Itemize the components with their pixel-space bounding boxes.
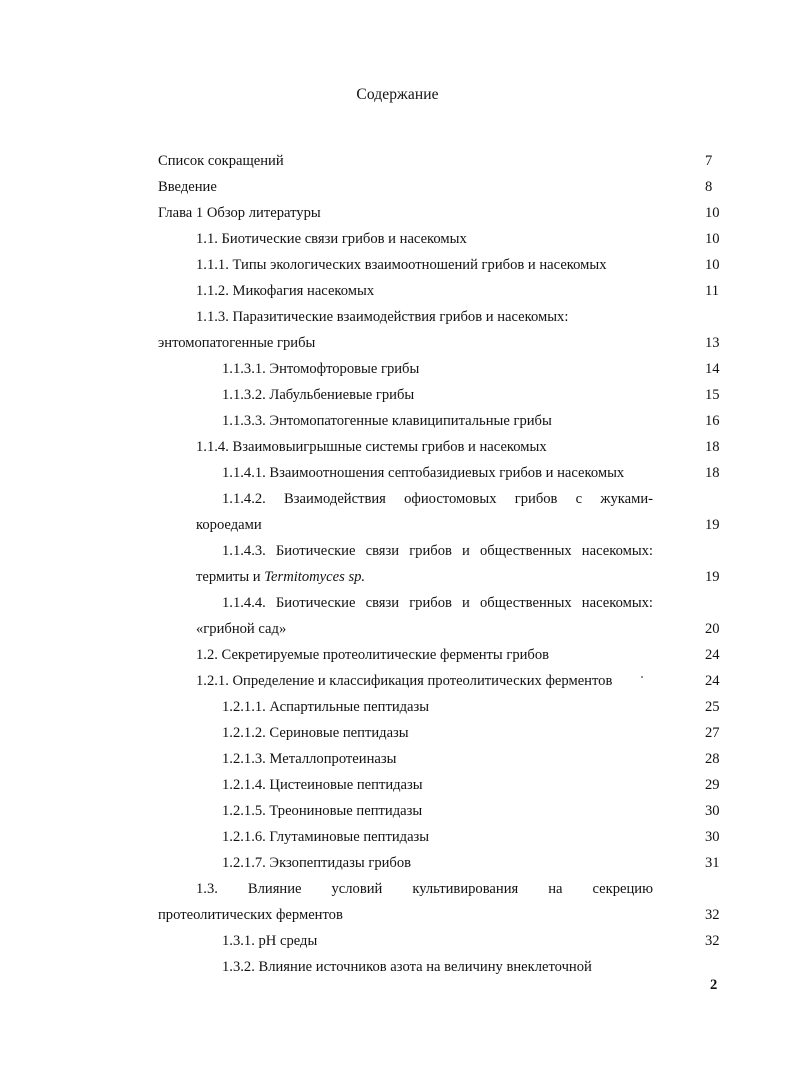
toc-page-number: 7 (705, 153, 713, 169)
toc-entry[interactable] (0, 174, 795, 200)
toc-entry[interactable] (0, 928, 795, 954)
toc-entry[interactable] (0, 304, 795, 356)
toc-page-number: 25 (705, 699, 720, 715)
toc-entry[interactable] (0, 590, 795, 642)
toc-page-number: 10 (705, 205, 720, 221)
toc-entry-label: 1.1.2. Микофагия насекомых (196, 283, 375, 299)
toc-entry[interactable] (0, 668, 795, 694)
toc-page-number: 20 (705, 621, 720, 637)
toc-page-number: 14 (705, 361, 720, 377)
toc-entry[interactable] (0, 694, 795, 720)
toc-entry[interactable] (0, 642, 795, 668)
toc-entry-label: 1.3.2. Влияние источников азота на величину внеклеточной (222, 959, 592, 975)
toc-page-number: 28 (705, 751, 720, 767)
species-name: Termitomyces sp. (264, 569, 366, 585)
toc-entry[interactable] (0, 148, 795, 174)
toc-page-number: 30 (705, 829, 720, 845)
toc-entry-label: Введение (158, 179, 217, 195)
toc-page-number: 8 (705, 179, 713, 195)
toc-entry-label: 1.1.1. Типы экологических взаимоотношений грибов и насекомых (196, 257, 607, 273)
toc-entry[interactable] (0, 486, 795, 538)
toc-entry[interactable] (0, 382, 795, 408)
toc-entry[interactable] (0, 252, 795, 278)
toc-entry-label: 1.1.3. Паразитические взаимодействия грибов и насекомых: энтомопатогенные грибы (158, 309, 569, 351)
toc-entry[interactable] (0, 226, 795, 252)
scan-speck (641, 676, 643, 678)
toc-page-number: 19 (705, 517, 720, 533)
toc-entry[interactable] (0, 200, 795, 226)
toc-entry-label: Список сокращений (158, 153, 284, 169)
toc-entry-label: 1.3.1. pH среды (222, 933, 318, 949)
toc-page-number: 30 (705, 803, 720, 819)
toc-entry[interactable] (0, 408, 795, 434)
toc-entry-label: 1.1.4.4. Биотические связи грибов и общественных насекомых: «грибной сад» (196, 595, 653, 637)
toc-entry-label: 1.1.3.2. Лабульбениевые грибы (222, 387, 415, 403)
toc-entry[interactable] (0, 460, 795, 486)
toc-page-number: 13 (705, 335, 720, 351)
toc-entry-label: 1.2. Секретируемые протеолитические ферменты грибов (196, 647, 550, 663)
toc-entry[interactable] (0, 538, 795, 590)
toc-page-number: 11 (705, 283, 720, 299)
toc-entry-label: 1.3. Влияние условий культивирования на секрецию протеолитических ферментов (158, 881, 653, 923)
toc-entry-label: Глава 1 Обзор литературы (158, 205, 321, 221)
footer-page-number: 2 (710, 977, 718, 993)
toc-entry[interactable] (0, 798, 795, 824)
toc-entry-label: 1.2.1.7. Экзопептидазы грибов (222, 855, 412, 871)
toc-entry[interactable] (0, 356, 795, 382)
toc-entry-label: 1.1.4. Взаимовыигрышные системы грибов и насекомых (196, 439, 547, 455)
toc-page-number: 24 (705, 647, 720, 663)
toc-page-number: 10 (705, 257, 720, 273)
toc-entry-label: 1.1.4.3. Биотические связи грибов и общественных насекомых: термиты и Termitomyces sp. (196, 543, 653, 585)
toc-entry[interactable] (0, 850, 795, 876)
toc-entry[interactable] (0, 278, 795, 304)
toc-entry[interactable] (0, 434, 795, 460)
toc-entry[interactable] (0, 954, 795, 980)
toc-page-number: 31 (705, 855, 720, 871)
toc-page-number: 32 (705, 907, 720, 923)
toc-page-number: 19 (705, 569, 720, 585)
toc-entry-label: 1.2.1.5. Треониновые пептидазы (222, 803, 423, 819)
toc-entry-label: 1.1.3.1. Энтомофторовые грибы (222, 361, 420, 377)
toc-page-number: 27 (705, 725, 720, 741)
toc-entry-label: 1.1.3.3. Энтомопатогенные клавиципитальные грибы (222, 413, 552, 429)
toc-page-number: 18 (705, 465, 720, 481)
toc-entry[interactable] (0, 876, 795, 928)
toc-entry[interactable] (0, 772, 795, 798)
toc-entry-label: 1.1.4.2. Взаимодействия офиостомовых грибов с жуками- короедами (196, 491, 653, 533)
toc-page-number: 16 (705, 413, 720, 429)
toc-page-number: 15 (705, 387, 720, 403)
toc-entry-label: 1.2.1.1. Аспартильные пептидазы (222, 699, 430, 715)
toc-entry-label: 1.1.4.1. Взаимоотношения септобазидиевых грибов и насекомых (222, 465, 625, 481)
toc-page-number: 24 (705, 673, 720, 689)
toc-entry-label: 1.1. Биотические связи грибов и насекомых (196, 231, 467, 247)
page-title: Содержание (356, 86, 439, 103)
toc-entry[interactable] (0, 824, 795, 850)
toc-entry[interactable] (0, 746, 795, 772)
toc-page-number: 29 (705, 777, 720, 793)
toc-page-number: 10 (705, 231, 720, 247)
toc-entry-label: 1.2.1.6. Глутаминовые пептидазы (222, 829, 430, 845)
toc-entry-label: 1.2.1.4. Цистеиновые пептидазы (222, 777, 423, 793)
toc-entry-label: 1.2.1. Определение и классификация протеолитических ферментов (196, 673, 613, 689)
toc-page-number: 18 (705, 439, 720, 455)
toc-entry-label: 1.2.1.3. Металлопротеиназы (222, 751, 397, 767)
toc-entry[interactable] (0, 720, 795, 746)
toc-page-number: 32 (705, 933, 720, 949)
toc-entry-label: 1.2.1.2. Сериновые пептидазы (222, 725, 409, 741)
